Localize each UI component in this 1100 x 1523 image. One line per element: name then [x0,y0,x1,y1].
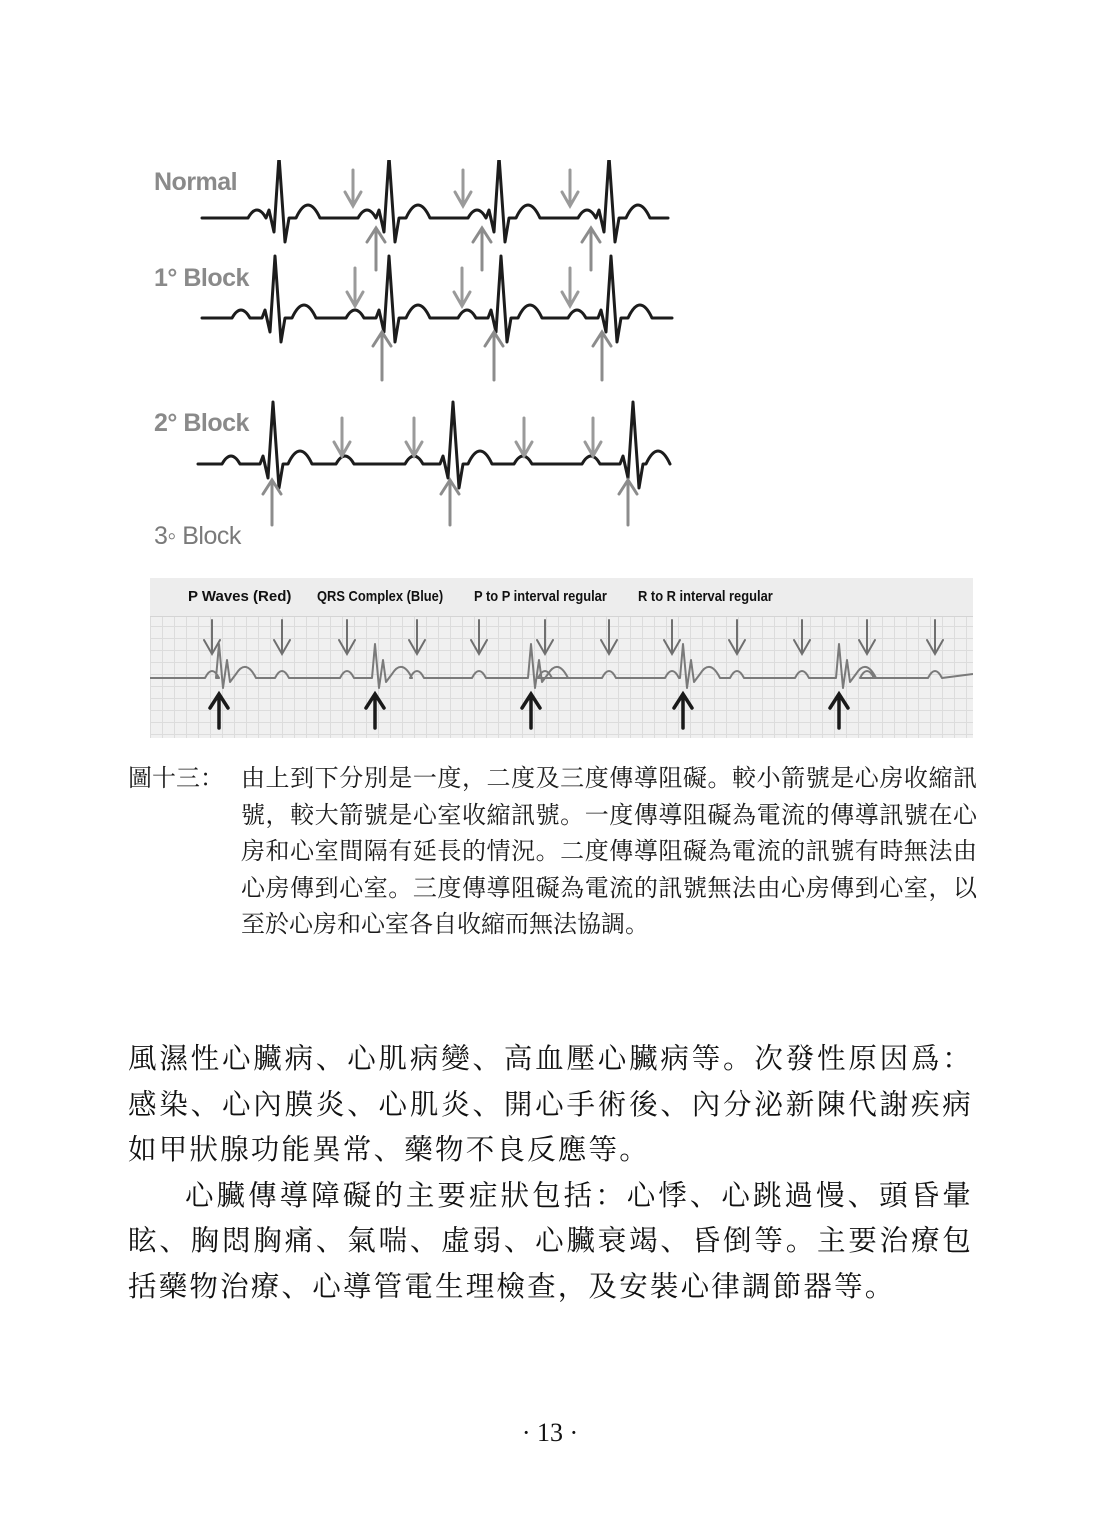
label-third-degree-block: 3◦ Block [154,522,241,550]
first-degree-trace [202,256,672,342]
caption-lead: 圖十三： [128,764,224,792]
strip-label-p-waves: P Waves (Red) [188,588,292,605]
p-wave-arrow-icon [406,418,422,456]
qrs-arrow-icon [485,332,503,380]
page-number: · 13 · [521,1418,579,1447]
normal-trace [202,160,668,242]
ecg-rhythm-strip [150,578,973,738]
p-wave-arrow-icon [601,620,617,654]
caption-text: 由上到下分別是一度，二度及三度傳導阻礙。較小箭號是心房收縮訊號，較大箭號是心室收縮訊號。一度傳導阻礙為電流的傳導訊號在心房和心室間隔有延長的情況。二度傳導阻礙為電流的訊號有時無法由心房傳到心室。三度傳導阻礙為電流的訊號無法由心房傳到心室，以至於心房和心室各自收縮而無法協調。 [241,764,977,938]
label-normal: Normal [154,168,238,196]
qrs-arrow-icon [367,228,385,270]
p-wave-arrow-icon [471,620,487,654]
p-wave-arrow-icon [347,268,363,306]
p-wave-arrow-icon [409,620,425,654]
p-wave-arrow-icon [585,418,601,456]
p-wave-arrow-icon [537,620,553,654]
p-wave-arrow-icon [345,170,361,206]
qrs-arrow-icon [619,480,637,525]
p-wave-arrow-icon [516,418,532,456]
p-wave-arrow-icon [334,418,350,456]
qrs-arrow-icon [582,228,600,270]
p-wave-arrow-icon [339,620,355,654]
body-text [128,1036,973,1309]
qrs-arrow-icon [473,228,491,270]
ecg-traces [150,160,980,580]
paragraph-causes: 風濕性心臟病、心肌病變、高血壓心臟病等。次發性原因爲：感染、心內膜炎、心肌炎、開心手術後、內分泌新陳代謝疾病如甲狀腺功能異常、藥物不良反應等。 [128,1042,973,1166]
qrs-arrow-icon [522,694,540,728]
ecg-figure [150,160,980,740]
p-wave-arrow-icon [794,620,810,654]
strip-label-r-to-r: R to R interval regular [638,588,773,605]
strip-label-qrs-complex: QRS Complex (Blue) [317,588,444,605]
p-wave-arrow-icon [454,268,470,306]
third-degree-strip-trace [150,644,973,688]
p-wave-arrow-icon [664,620,680,654]
p-wave-arrow-icon [274,620,290,654]
qrs-arrow-icon [373,332,391,380]
p-wave-arrow-icon [927,620,943,654]
qrs-arrow-icon [593,332,611,380]
qrs-arrow-icon [366,694,384,728]
qrs-arrow-icon [830,694,848,728]
p-wave-arrow-icon [562,268,578,306]
label-second-degree-block: 2° Block [154,409,249,437]
p-wave-arrow-icon [562,170,578,206]
qrs-arrow-icon [674,694,692,728]
paragraph-symptoms: 心臟傳導障礙的主要症狀包括：心悸、心跳過慢、頭昏暈眩、胸悶胸痛、氣喘、虛弱、心臟衰竭、昏倒等。主要治療包括藥物治療、心導管電生理檢查，及安裝心律調節器等。 [128,1178,973,1303]
qrs-arrow-icon [441,480,459,525]
p-wave-arrow-icon [729,620,745,654]
strip-trace-area [150,578,973,738]
p-wave-arrow-icon [455,170,471,206]
label-first-degree-block: 1° Block [154,264,249,292]
qrs-arrow-icon [210,694,228,728]
p-wave-arrow-icon [859,620,875,654]
strip-label-p-to-p: P to P interval regular [474,588,607,605]
